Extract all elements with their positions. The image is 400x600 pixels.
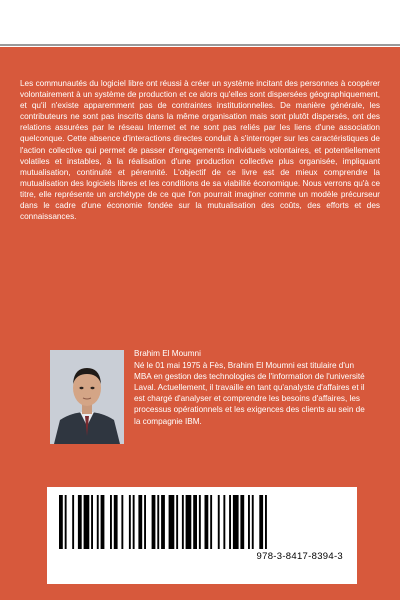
barcode-bar: [248, 495, 250, 549]
top-divider: [0, 44, 400, 46]
barcode-bar: [205, 495, 209, 549]
barcode-bar: [259, 495, 263, 549]
barcode-bar: [218, 495, 220, 549]
barcode-bar: [193, 495, 197, 549]
barcode-bar: [240, 495, 244, 549]
barcode-image: [59, 495, 345, 549]
barcode-bar: [72, 495, 74, 549]
barcode-bar: [169, 495, 175, 549]
barcode-bar: [129, 495, 131, 549]
barcode-bar: [157, 495, 159, 549]
barcode-bar: [252, 495, 254, 549]
barcode-bar: [144, 495, 146, 549]
barcode-bar: [223, 495, 225, 549]
barcode-bar: [210, 495, 212, 549]
barcode-bar: [186, 495, 192, 549]
barcode-bar: [182, 495, 184, 549]
barcode-bar: [176, 495, 178, 549]
barcode-bar: [229, 495, 231, 549]
barcode-bar: [161, 495, 165, 549]
barcode-bar: [78, 495, 82, 549]
author-name: Brahim El Moumni: [134, 349, 201, 358]
barcode-bar: [97, 495, 99, 549]
barcode-bar: [152, 495, 156, 549]
barcode-bar: [91, 495, 93, 549]
author-photo: [50, 350, 124, 444]
barcode-bar: [59, 495, 63, 549]
barcode-bar: [121, 495, 123, 549]
barcode-bar: [233, 495, 239, 549]
author-bio: Né le 01 mai 1975 à Fès, Brahim El Moumni est titulaire d'un MBA en gestion des technologies de l'information de l'université Laval. Actuellement, il travaille en tant qu'analyste d'affaires et il est chargé d'analyser et comprendre les besoins d'affaires, les processus opérationnels et les exigences des clients au sein de la compagnie IBM.: [134, 361, 365, 426]
barcode-bar: [138, 495, 142, 549]
book-blurb: Les communautés du logiciel libre ont réussi à créer un système incitant des personnes à coopérer volontairement à un système de production et ce alors qu'elles sont dispersées géographiquement, et qu'il n'existe apparemment pas de contraintes institutionnelles. De manière générale, les contributeurs ne sont pas inscrits dans la même organisation mais sont plutôt dispersés, ont des relations assurées par le réseau Internet et ne sont pas reliés par les liens d'une association quelconque. Cette absence d'interactions directes conduit à s'interroger sur les caractéristiques de l'action collective qui permet de passer d'engagements individuels volontaires, et potentiellement volatiles et instables, à la réalisation d'une production collective plus organisée, impliquant mutualisation, continuité et pérennité. L'objectif de ce livre est de mieux comprendre la mutualisation des logiciels libres et les conditions de sa viabilité économique. Nous verrons qu'à ce titre, elle représente un archétype de ce que l'on pourrait imaginer comme un modèle précurseur dans le cadre d'une économie fondée sur la mutualisation des coûts, des efforts et des connaissances.: [20, 79, 380, 222]
author-portrait-image: [50, 350, 124, 444]
author-bio-block: [134, 348, 366, 427]
barcode-bar: [114, 495, 118, 549]
barcode-bar: [133, 495, 135, 549]
barcode-bar: [199, 495, 201, 549]
barcode-bar: [101, 495, 105, 549]
barcode-bar: [65, 495, 67, 549]
isbn-number: 978-3-8417-8394-3: [256, 551, 343, 562]
barcode-bar: [84, 495, 90, 549]
barcode-box: [47, 487, 357, 584]
barcode-bar: [110, 495, 112, 549]
barcode-bar: [265, 495, 267, 549]
